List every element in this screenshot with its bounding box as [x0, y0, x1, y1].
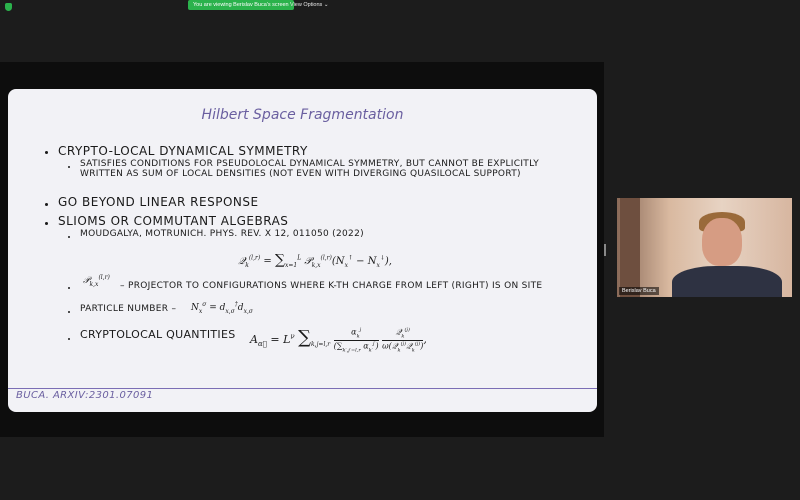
equation-charge: 𝒬$_k^{(l,r)}$ = $\sum_{x=1}^L$ $𝒫_{k,x}^{(l,r)}(N_x^↑ - N_x^↓)$,: [238, 252, 392, 269]
bullet-slioms: SLIOMS OR COMMUTANT ALGEBRAS: [58, 214, 289, 228]
presentation-slide: [8, 89, 597, 412]
bullet-dot: [45, 222, 48, 225]
participant-video-tile[interactable]: [617, 198, 792, 297]
projector-symbol: 𝒫$_{k,x}^{(l,r)}$: [83, 274, 110, 288]
equation-particle-number: $N_x^\sigma = d_{x,\sigma}^\dagger d_{x,\sigma}$: [191, 301, 253, 315]
slide-title: Hilbert Space Fragmentation: [201, 107, 404, 123]
sub-bullet-reference: MOUDGALYA, MOTRUNICH. PHYS. REV. X 12, 011050 (2022): [80, 229, 364, 239]
sub-bullet-dot: [68, 287, 70, 289]
sub-bullet-cryptolocal: CRYPTOLOCAL QUANTITIES: [80, 328, 236, 341]
slide-footer-reference: BUCA. ARXIV:2301.07091: [16, 390, 154, 401]
security-shield-icon[interactable]: [5, 3, 12, 11]
bullet-dot: [45, 203, 48, 206]
video-person-body: [672, 266, 782, 297]
video-person-head: [702, 218, 742, 266]
bullet-linear-response: GO BEYOND LINEAR RESPONSE: [58, 195, 259, 209]
view-options-button[interactable]: View Options ⌄: [290, 2, 329, 8]
participant-name-label: Berislav Buca: [619, 287, 659, 295]
equation-cryptolocal: $A_{\alpha⃗} = L^\nu$ $\sum_{k,j=l,r}$ $\alpha_k^j$ ($\sum_{k',j'=l,r}$ $\alpha_{k'}^{j'}$) 𝒬$_k^{(j)}$ ω(𝒬$_k^{(j)}$𝒬$_k^{(j)}$) ,: [250, 327, 427, 353]
sub-bullet-projector: – PROJECTOR TO CONFIGURATIONS WHERE K-TH CHARGE FROM LEFT (RIGHT) IS ON SITE: [120, 281, 543, 291]
panel-resize-handle[interactable]: [604, 244, 606, 256]
sub-bullet-pseudolocal: SATISFIES CONDITIONS FOR PSEUDOLOCAL DYNAMICAL SYMMETRY, BUT CANNOT BE EXPLICITLY WRITTEN AS SUM OF LOCAL DENSITIES (NOT EVEN WITH DIVERGING QUASILOCAL SUPPORT): [80, 159, 539, 179]
sub-bullet-dot: [68, 338, 70, 340]
sub-bullet-dot: [68, 311, 70, 313]
sub-bullet-dot: [68, 166, 70, 168]
viewing-indicator: You are viewing Berislav Buca's screen: [188, 0, 294, 10]
footer-divider: [8, 388, 597, 389]
bullet-crypto-local: CRYPTO-LOCAL DYNAMICAL SYMMETRY: [58, 144, 308, 158]
video-door: [620, 198, 640, 297]
sub-bullet-dot: [68, 236, 70, 238]
top-bar: [0, 0, 800, 13]
sub-bullet-particle-number: PARTICLE NUMBER –: [80, 304, 177, 314]
bullet-dot: [45, 151, 48, 154]
